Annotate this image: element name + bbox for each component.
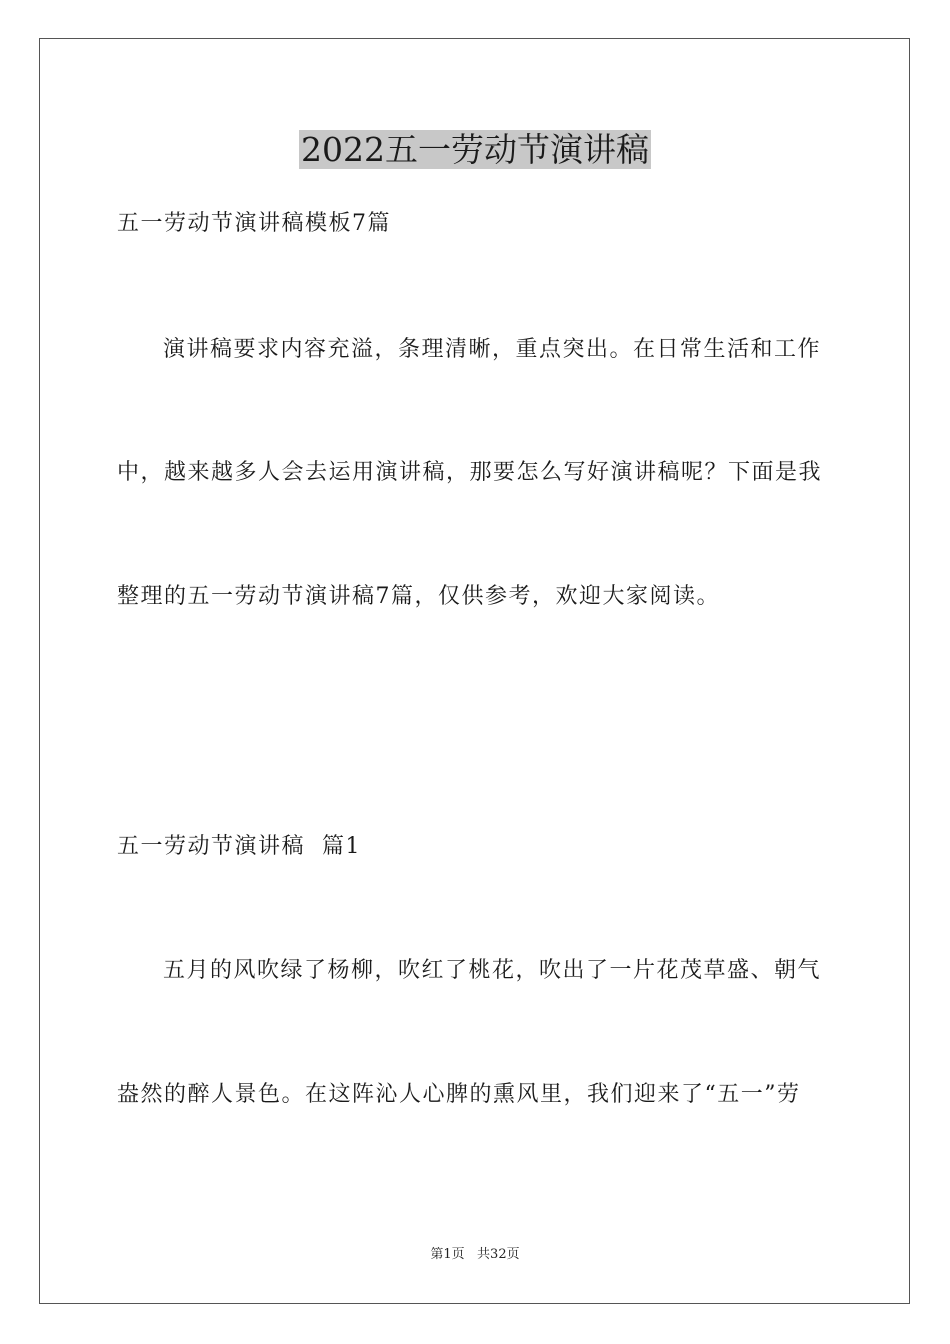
section-line-2: 盎然的醉人景色。在这阵沁人心脾的熏风里，我们迎来了“五一”劳 bbox=[117, 1082, 801, 1107]
intro-line-2: 中，越来越多人会去运用演讲稿，那要怎么写好演讲稿呢？下面是我 bbox=[117, 460, 823, 485]
section-line-1: 五月的风吹绿了杨柳，吹红了桃花，吹出了一片花茂草盛、朝气 bbox=[163, 958, 822, 983]
page-footer: 第1页 共32页 bbox=[430, 1247, 520, 1262]
document-subtitle: 五一劳动节演讲稿模板7篇 bbox=[117, 211, 391, 236]
intro-line-3: 整理的五一劳动节演讲稿7篇，仅供参考，欢迎大家阅读。 bbox=[117, 584, 720, 609]
section-heading: 五一劳动节演讲稿 篇1 bbox=[117, 834, 361, 859]
intro-line-1: 演讲稿要求内容充溢，条理清晰，重点突出。在日常生活和工作 bbox=[163, 337, 822, 362]
document-title bbox=[0, 128, 950, 172]
document-title-text: 2022五一劳动节演讲稿 bbox=[301, 130, 649, 169]
